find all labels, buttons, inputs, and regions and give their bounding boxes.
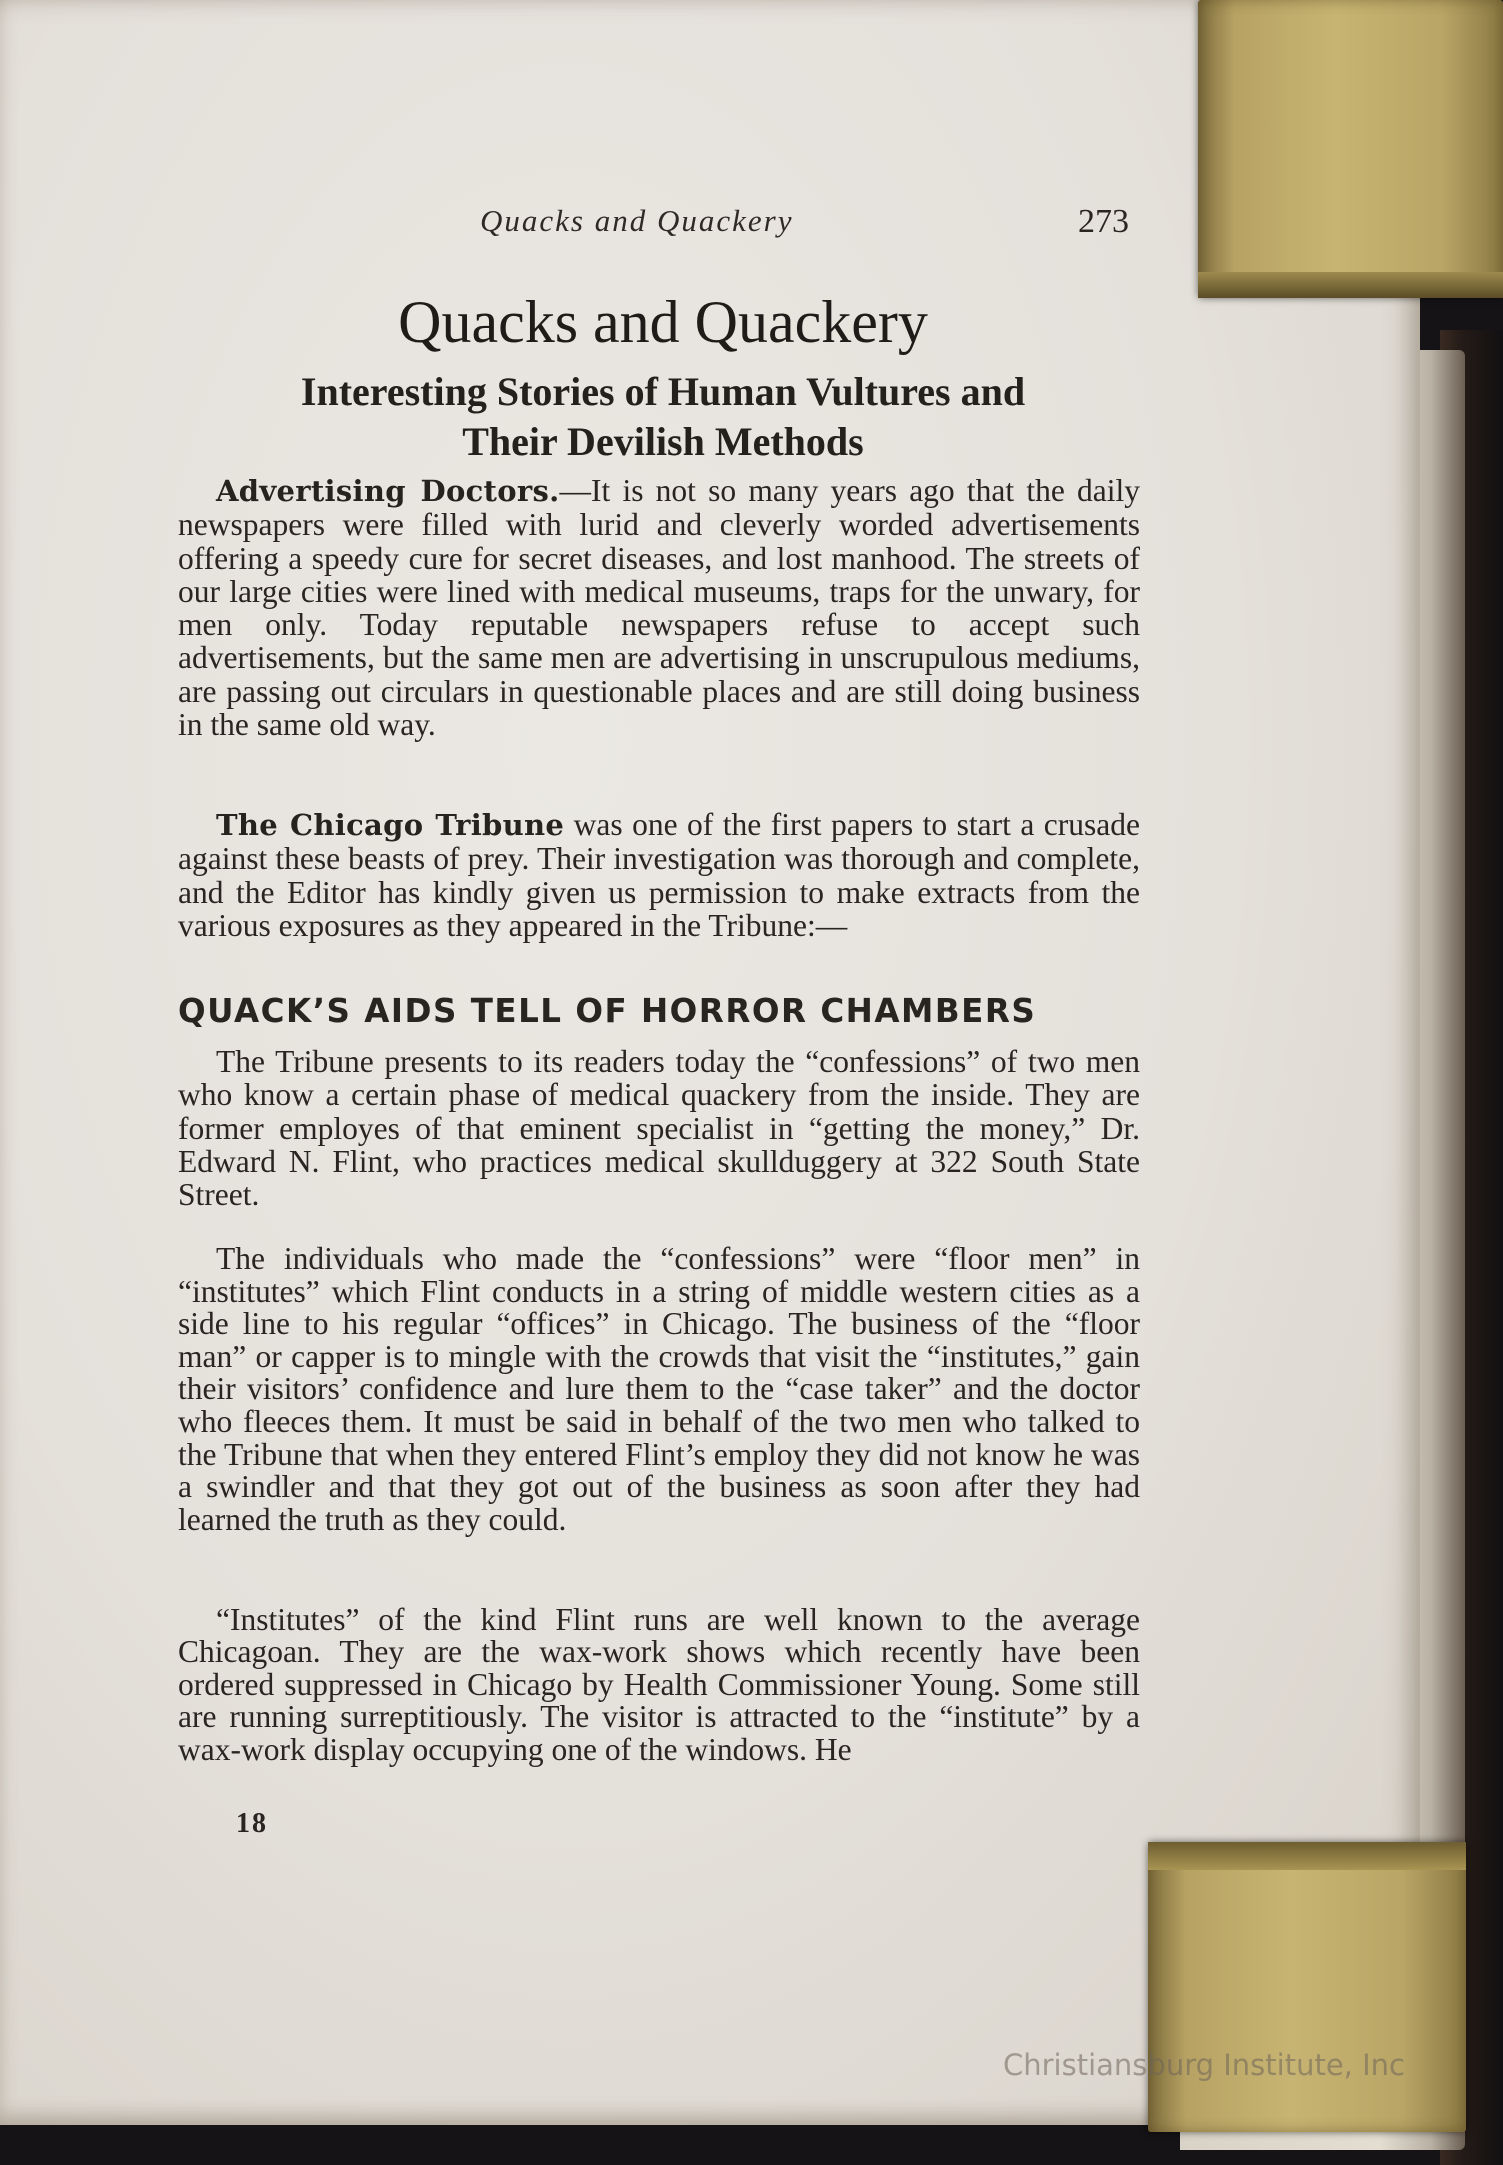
paragraph-text: was one of the first papers to start a crusade against these beasts of prey. Their investigation was thorough and complete, and the Editor has kindly given us permission to make extracts from the various exposures as they appeared in the Tribune:— xyxy=(178,807,1140,943)
brass-clip-top xyxy=(1198,0,1503,298)
section-heading: QUACK’S AIDS TELL OF HORROR CHAMBERS xyxy=(178,992,1037,1030)
article-subtitle xyxy=(178,367,1148,467)
section-paragraph: The individuals who made the “confessions” were “floor men” in “institutes” which Flint conducts in a string of middle western cities as a side line to his regular “offices” in Chicago. The business of the “floor man” or capper is to mingle with the crowds that visit the “institutes,” gain their visitors’ confidence and lure them to the “case taker” and the doctor who fleeces them. It must be said in behalf of the two men who talked to the Tribune that when they entered Flint’s employ they did not know he was a swindler and that they got out of the business as soon after they had learned the truth as they could. xyxy=(178,1241,1140,1537)
paragraph-lead: The Chicago Tribune xyxy=(216,808,565,842)
subtitle-line-2: Their Devilish Methods xyxy=(462,419,864,464)
watermark: Christiansburg Institute, Inc xyxy=(1003,2048,1405,2082)
paragraph-text: —It is not so many years ago that the daily newspapers were filled with lurid and cleverly worded advertisements offering a speedy cure for secret diseases, and lost manhood. The streets of our large cities were lined with medical museums, traps for the unwary, for men only. Today reputable newspapers refuse to accept such advertisements, but the same men are advertising in unscrupulous mediums, are passing out circulars in questionable places and are still doing business in the same old way. xyxy=(178,473,1140,743)
article-title: Quacks and Quackery xyxy=(398,289,928,355)
section-paragraph: “Institutes” of the kind Flint runs are well known to the average Chicagoan. They are the wax-work shows which recently have been ordered suppressed in Chicago by Health Commissioner Young. Some still are running surreptitiously. The visitor is attracted to the “institute” by a wax-work display occupying one of the windows. He xyxy=(178,1602,1140,1767)
subtitle-line-1: Interesting Stories of Human Vultures and xyxy=(300,369,1026,414)
signature-mark: 18 xyxy=(236,1808,268,1839)
brass-clip-bottom xyxy=(1148,1842,1466,2132)
running-head: Quacks and Quackery xyxy=(480,203,794,238)
page-number: 273 xyxy=(1078,203,1129,240)
paragraph-lead: Advertising Doctors. xyxy=(216,474,560,508)
section-paragraph: The Tribune presents to its readers today the “confessions” of two men who know a certain phase of medical quackery from the inside. They are former employes of that eminent specialist in “getting the money,” Dr. Edward N. Flint, who practices medical skullduggery at 322 South State Street. xyxy=(178,1044,1140,1213)
paragraph-advertising-doctors xyxy=(178,474,1140,741)
paragraph-chicago-tribune xyxy=(178,808,1140,942)
